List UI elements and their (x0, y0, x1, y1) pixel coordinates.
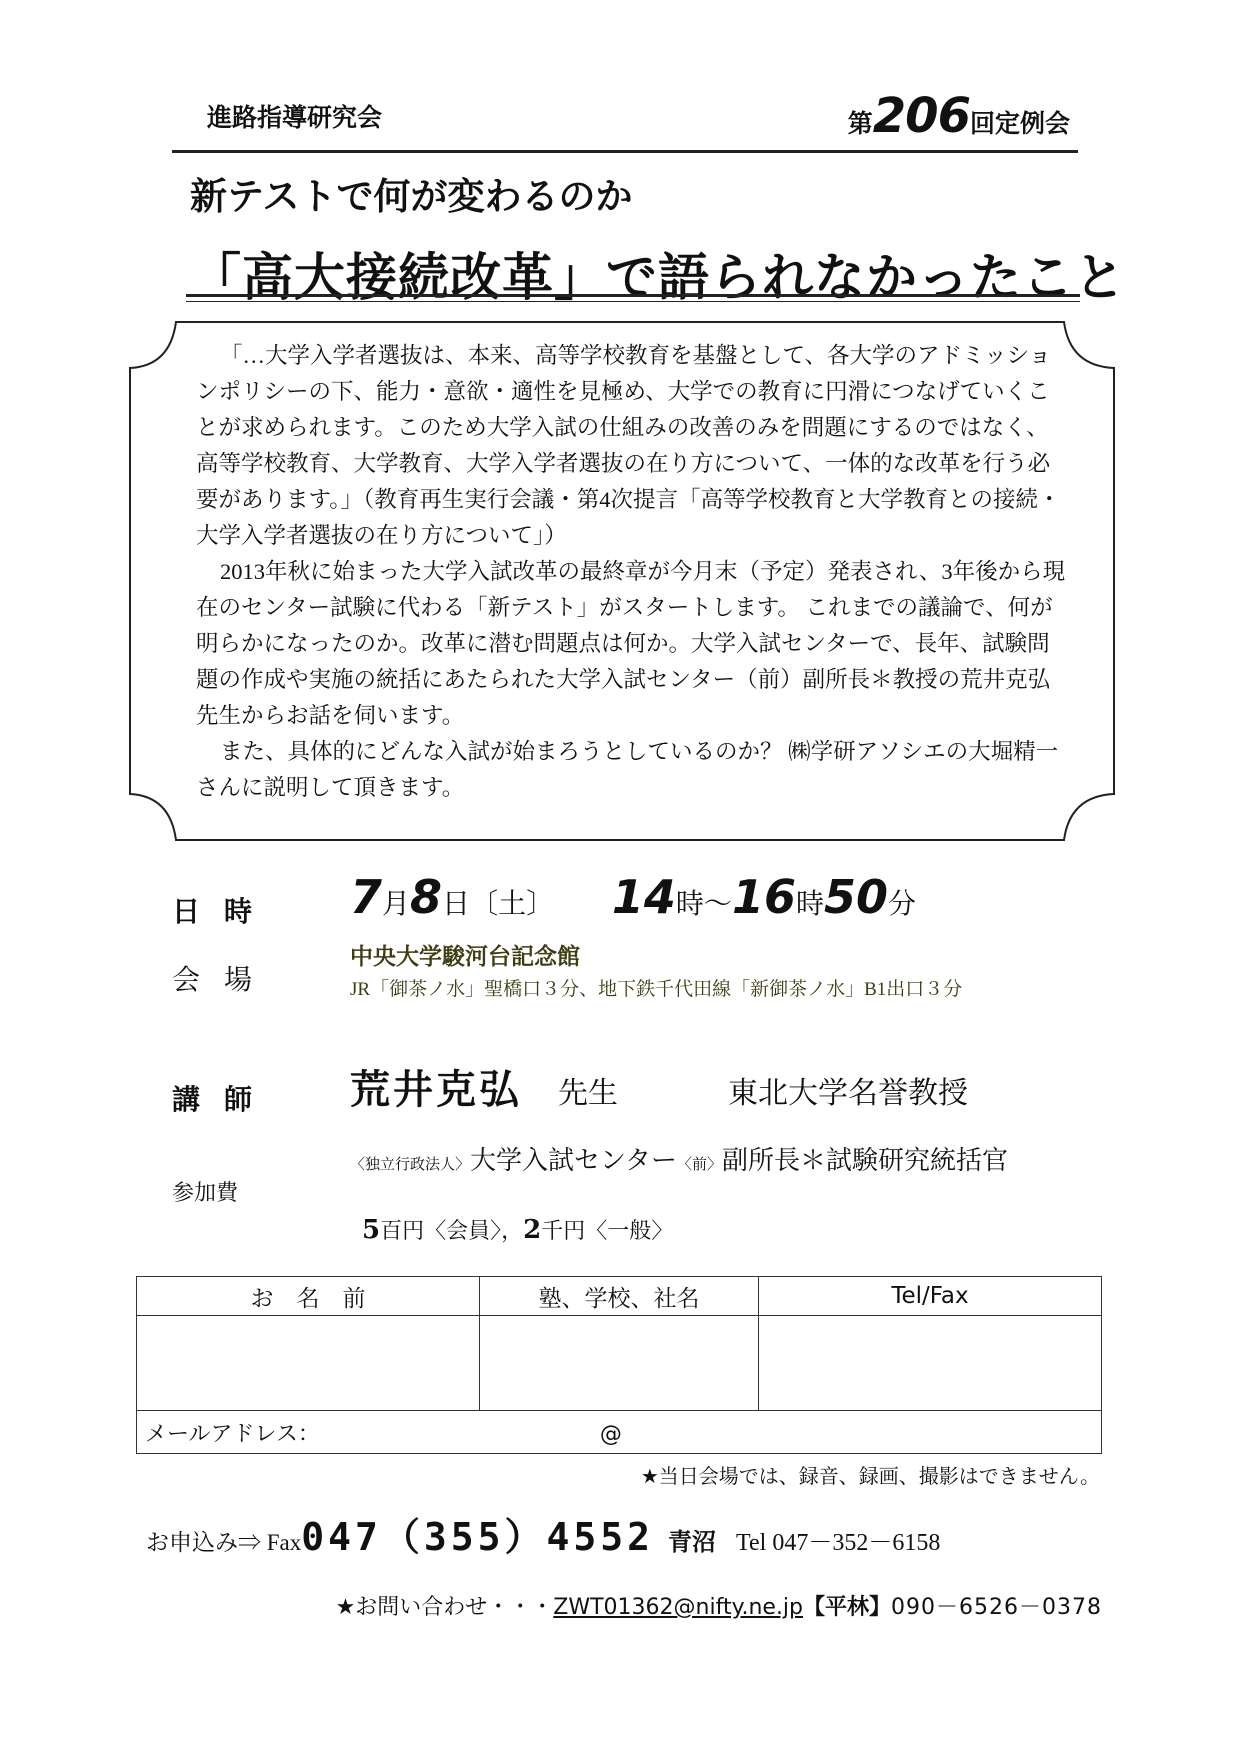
application-line (146, 1506, 940, 1561)
lecturer-name: 荒井克弘 (350, 1066, 522, 1113)
meeting-suffix: 回定例会 (969, 109, 1070, 138)
fee-general-text: 千円〈一般〉 (541, 1219, 674, 1244)
inquiry-line (336, 1590, 1102, 1621)
date-month: 7 (350, 870, 383, 924)
inquiry-name: 【平林】 (803, 1595, 892, 1620)
meeting-number-value: 206 (872, 88, 970, 144)
form-email-field[interactable] (137, 1411, 1102, 1454)
date-month-unit: 月 (382, 887, 411, 920)
datetime-label: 日時 (172, 895, 277, 928)
start-hour-unit: 時 (675, 887, 704, 920)
affiliation-org: 大学入試センター (470, 1146, 677, 1176)
inquiry-phone: 090－6526－0378 (891, 1595, 1102, 1620)
form-header-tel: Tel/Fax (759, 1277, 1102, 1316)
venue-label: 会場 (172, 963, 277, 996)
end-minute-unit: 分 (887, 887, 916, 920)
affiliation-prev: 〈前〉 (676, 1155, 722, 1173)
inquiry-label: ★お問い合わせ・・・ (335, 1595, 554, 1620)
intro-paragraph-2: 2013年秋に始まった大学入試改革の最終章が今月末（予定）発表され、3年後から現在のセンター試験に代わる「新テスト」がスタートします。 これまでの議論で、何が明らかになったのか。改革に潜む問題点は何か。大学入試センターで、長年、試験問題の作成や実施の統括にあたられた大学入試センター（前）副所長＊教授の荒井克弘先生からお話を伺います。 (196, 559, 1066, 728)
end-hour-unit: 時 (795, 887, 824, 920)
title-line-1: 新テストで何が変わるのか (190, 175, 633, 218)
fee-label: 参加費 (172, 1181, 239, 1206)
start-hour: 14 (611, 870, 676, 924)
apply-label: お申込み⇒ Fax (146, 1530, 302, 1555)
lecturer-label: 講師 (172, 1083, 277, 1116)
form-name-field[interactable] (137, 1316, 480, 1411)
end-hour: 16 (731, 870, 796, 924)
apply-tel: Tel 047－352－6158 (736, 1530, 941, 1556)
venue-access: JR「御茶ノ水」聖橋口３分、地下鉄千代田線「新御茶ノ水」B1出口３分 (350, 979, 963, 1000)
inquiry-email-link[interactable]: ZWT01362@nifty.ne.jp (553, 1595, 804, 1620)
form-org-field[interactable] (480, 1316, 759, 1411)
recording-note: ★当日会場では、録音、録画、撮影はできません。 (640, 1464, 1100, 1488)
fee-general-amount: 2 (523, 1215, 542, 1245)
affiliation-role: 副所長＊試験研究統括官 (722, 1146, 1009, 1176)
form-tel-field[interactable] (759, 1316, 1102, 1411)
meeting-prefix: 第 (847, 109, 873, 138)
time-tilde: ～ (703, 887, 732, 920)
apply-fax: 047（355）4552 (301, 1515, 655, 1559)
date-weekday: 〔土〕 (470, 887, 555, 920)
title-line-2: 「高大接続改革」で語られなかったこと (190, 249, 1127, 308)
organizer-name: 進路指導研究会 (207, 103, 383, 132)
venue-name: 中央大学駿河台記念館 (350, 944, 580, 970)
date-day-unit: 日 (442, 887, 471, 920)
end-minute: 50 (823, 870, 888, 924)
lecturer-affiliation (350, 1140, 1008, 1177)
intro-text (196, 338, 1066, 806)
intro-paragraph-3: また、具体的にどんな入試が始まろうとしているのか？ ㈱学研アソシエの大堀精一さんに説明して頂きます。 (196, 739, 1059, 800)
form-header-org: 塾、学校、社名 (480, 1277, 759, 1316)
event-datetime (350, 870, 916, 924)
email-label: メールアドレス： (145, 1421, 320, 1447)
lecturer (350, 1058, 968, 1115)
registration-form (136, 1276, 1102, 1454)
fee-member-amount: 5 (362, 1215, 381, 1245)
intro-quote: 「…大学入学者選抜は、本来、高等学校教育を基盤として、各大学のアドミッションポリシーの下、能力・意欲・適性を見極め、大学での教育に円滑につなげていくことが求められます。このため大学入試の仕組みの改善のみを問題にするのではなく、高等学校教育、大学教育、大学入学者選抜の在り方について、一体的な改革を行う必要があります。」（教育再生実行会議・第4次提言「高等学校教育と大学教育との接続・大学入学者選抜の在り方について」） (196, 343, 1061, 548)
fee (362, 1214, 673, 1245)
email-at: @ (599, 1421, 622, 1447)
fee-member-text: 百円〈会員〉， (380, 1219, 524, 1244)
affiliation-prefix: 〈独立行政法人〉 (350, 1155, 471, 1173)
form-header-name: お 名 前 (137, 1277, 480, 1316)
apply-contact-name: 青沼 (668, 1530, 717, 1556)
lecturer-title: 東北大学名誉教授 (728, 1076, 968, 1111)
lecturer-honorific: 先生 (558, 1076, 618, 1111)
date-day: 8 (410, 870, 443, 924)
